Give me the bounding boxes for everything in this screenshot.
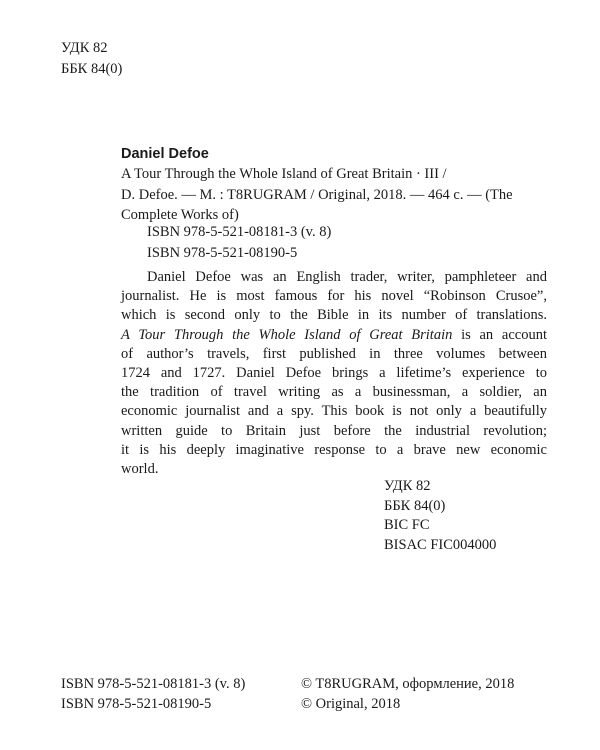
copyright-block [301,674,514,714]
abstract [121,268,547,479]
isbn-block [147,222,331,263]
bbk-code: ББК 84(0) [384,497,446,514]
author-name: Daniel Defoe [121,146,209,162]
abstract-line [121,326,547,345]
copyright-line: © T8RUGRAM, оформление, 2018 [301,676,515,692]
biblio-line: Complete Works of) [121,207,239,223]
abstract-line: world. [121,461,159,478]
biblio-line: D. Defoe. — M. : T8RUGRAM / Original, 2018. — 464 с. — (The [121,186,513,203]
bibliographic-description [121,164,547,226]
classification-top [61,38,122,80]
bbk-code: ББК 84(0) [61,61,123,77]
abstract-line: of author’s travels, first published in three volumes between [121,345,547,362]
bic-code: BIC FC [384,517,430,533]
book-title-italic: A Tour Through the Whole Island of Great Britain [121,326,453,343]
classification-right [384,477,496,555]
abstract-text: is an account [452,326,547,343]
bisac-code: BISAC FIC004000 [384,536,497,553]
abstract-line: which is second only to the Bible in its number of translations. [121,307,547,324]
udk-code: УДК 82 [61,40,108,56]
abstract-line: economic journalist and a spy. This book is not only a beautifully [121,403,547,420]
bottom-isbn-block [61,674,245,714]
udk-code: УДК 82 [384,478,431,494]
isbn-line: ISBN 978-5-521-08181-3 (v. 8) [147,224,332,240]
abstract-line: written guide to Britain just before the industrial revolution; [121,422,547,439]
isbn-line: ISBN 978-5-521-08190-5 [61,696,212,712]
biblio-line: A Tour Through the Whole Island of Great Britain · III / [121,166,447,182]
abstract-line: it is his deeply imaginative response to a brave new economic [121,441,547,458]
abstract-line: journalist. He is most famous for his novel “Robinson Crusoe”, [121,288,547,305]
abstract-line: 1724 and 1727. Daniel Defoe brings a lifetime’s experience to [121,365,547,382]
abstract-line: Daniel Defoe was an English trader, writer, pamphleteer and [147,269,547,285]
copyright-line: © Original, 2018 [301,696,401,712]
isbn-line: ISBN 978-5-521-08190-5 [147,244,298,261]
isbn-line: ISBN 978-5-521-08181-3 (v. 8) [61,676,246,692]
abstract-line: the tradition of travel writing as a businessman, a soldier, an [121,384,547,401]
